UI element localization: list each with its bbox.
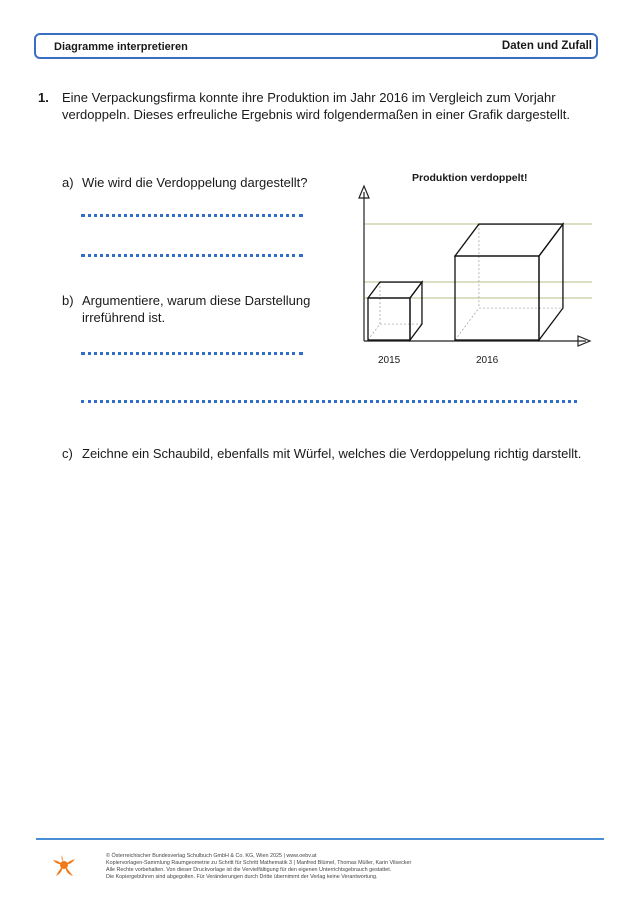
cube-side-face xyxy=(410,282,422,340)
subtask-c-text: Zeichne ein Schaubild, ebenfalls mit Würfel, welches die Verdoppelung richtig darstellt. xyxy=(82,446,582,461)
answer-line-b2[interactable] xyxy=(81,400,577,403)
footer-rule xyxy=(36,838,604,840)
x-tick-2016: 2016 xyxy=(476,355,499,366)
subtask-b-text xyxy=(82,292,310,326)
logo-part-4 xyxy=(56,867,62,876)
publisher-logo-icon xyxy=(50,851,78,879)
footer-text xyxy=(106,853,411,881)
cube-top-face xyxy=(455,224,563,256)
task-intro-line2: verdoppeln. Dieses erfreuliche Ergebnis wird folgendermaßen in einer Grafik dargestellt. xyxy=(62,107,570,122)
logo-part-5 xyxy=(66,867,73,876)
subtask-b-line2: irreführend ist. xyxy=(82,310,166,325)
chart-canvas xyxy=(348,168,598,378)
logo-part-3 xyxy=(61,855,64,862)
task-intro-line1: Eine Verpackungsfirma konnte ihre Produktion im Jahr 2016 im Vergleich zum Vorjahr xyxy=(62,90,556,105)
footer-line3: Alle Rechte vorbehalten. Von dieser Druckvorlage ist die Vervielfältigung für den eigenen Unterrichtsgebrauch gestattet. xyxy=(106,867,392,873)
subtask-b-line1: Argumentiere, warum diese Darstellung xyxy=(82,293,311,308)
logo-part-1 xyxy=(53,860,62,864)
footer-line4: Die Kopiergebühren sind abgegolten. Für Veränderungen durch Dritte übernimmt der Verlag keine Verantwortung. xyxy=(106,874,378,880)
x-tick-2015: 2015 xyxy=(378,355,401,366)
cube-hidden-edge xyxy=(455,308,479,340)
logo-part-2 xyxy=(66,859,75,864)
header-topic: Daten und Zufall xyxy=(501,40,592,52)
cube-2015 xyxy=(368,282,422,340)
task-number: 1. xyxy=(38,90,49,105)
chart-title: Produktion verdoppelt! xyxy=(412,172,528,184)
answer-line-a1[interactable] xyxy=(81,214,303,217)
header-title: Diagramme interpretieren xyxy=(54,41,188,53)
subtask-b xyxy=(62,292,342,328)
task-intro xyxy=(62,89,582,123)
subtask-a-label: a) xyxy=(62,175,74,190)
subtask-a xyxy=(62,174,342,194)
answer-line-b1[interactable] xyxy=(81,352,303,355)
cube-top-face xyxy=(368,282,422,298)
cube-front-face xyxy=(368,298,410,340)
logo-part-0 xyxy=(60,861,68,869)
footer-line1: © Österreichischer Bundesverlag Schulbuch GmbH & Co. KG, Wien 2025 | www.oebv.at xyxy=(106,853,317,859)
subtask-b-label: b) xyxy=(62,293,74,308)
footer-line2: Kopiervorlagen-Sammlung Raumgeometrie zu Schritt für Schritt Mathematik 3 | Manfred Blümel, Thomas Müller, Karin Vilsecker xyxy=(106,860,412,866)
subtask-c-label: c) xyxy=(62,446,73,461)
page-header xyxy=(34,33,598,59)
cube-chart xyxy=(348,168,598,378)
subtask-c xyxy=(62,445,602,465)
subtask-a-text: Wie wird die Verdoppelung dargestellt? xyxy=(82,175,308,190)
cube-hidden-edge xyxy=(368,324,380,340)
answer-line-a2[interactable] xyxy=(81,254,303,257)
